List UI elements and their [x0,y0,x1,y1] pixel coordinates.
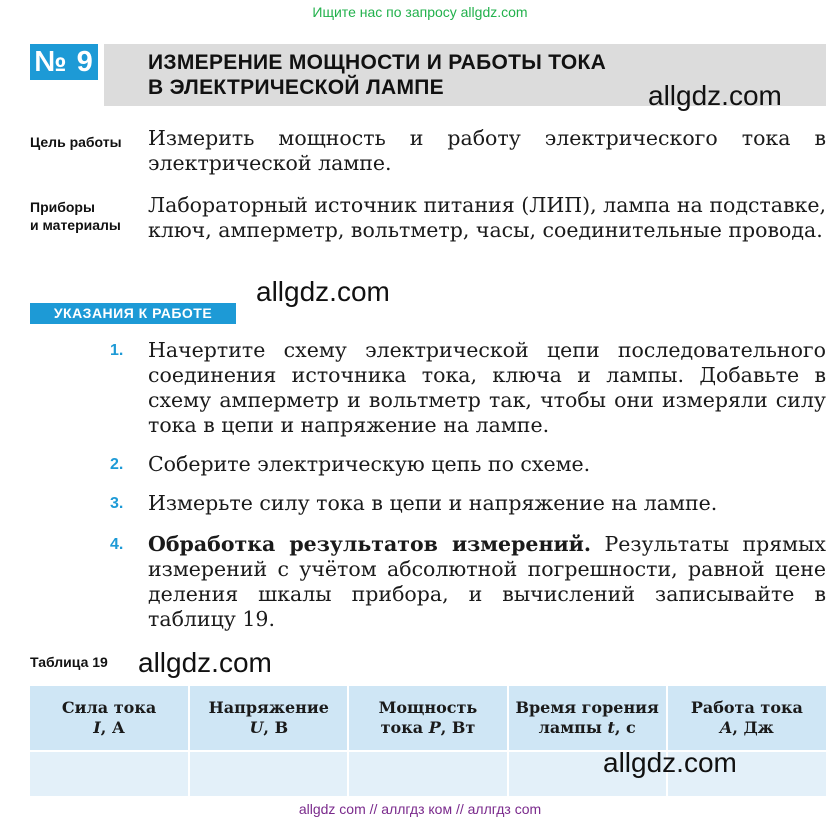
item-4-bold-lead: Обработка результатов измерений. [148,532,592,556]
item-number-3: 3. [110,495,124,512]
col-power-prefix: тока [380,718,429,737]
col-current-sub [34,718,184,738]
table-header-row [30,686,826,751]
col-work-title: Работа тока [690,698,803,717]
title-line-1: ИЗМЕРЕНИЕ МОЩНОСТИ И РАБОТЫ ТОКА [148,51,607,74]
table-label: Таблица 19 [30,654,108,670]
col-current-symbol: I [93,718,101,737]
col-power [348,686,507,751]
col-power-symbol: P [428,718,441,737]
top-search-hint[interactable]: Ищите нас по запросу allgdz.com [312,4,528,20]
col-time-prefix: лампы [538,718,608,737]
col-voltage-sub [194,718,343,738]
col-voltage-unit: , В [263,718,289,737]
goal-label: Цель работы [30,134,122,150]
item-number-4: 4. [110,536,124,553]
instruction-item-1: Начертите схему электрической цепи последовательного соединения источника тока, ключа и лампы. Добавьте в схему амперметр и вольтметр так, чтобы они измеряли силу тока в цепи и напряжение на лампе. [148,338,826,437]
instruction-item-4 [148,532,826,632]
footer-watermark: allgdz com // аллгдз ком // аллгдз com [298,801,542,817]
watermark: allgdz.com [256,276,390,307]
instruction-item-3: Измерьте силу тока в цепи и напряжение на лампе. [148,491,718,515]
work-number-badge: № 9 [30,44,98,80]
col-voltage-title: Напряжение [208,698,329,717]
col-time-symbol: t [607,718,615,737]
watermark: allgdz.com [138,647,272,678]
title-line-2: В ЭЛЕКТРИЧЕСКОЙ ЛАМПЕ [148,76,444,99]
col-time-unit: , с [614,718,636,737]
col-work-sub [672,718,822,738]
item-number-2: 2. [110,456,124,473]
instructions-title: УКАЗАНИЯ К РАБОТЕ [30,303,236,324]
equipment-text: Лабораторный источник питания (ЛИП), лампа на подставке, ключ, амперметр, вольтметр, часы, соединительные провода. [148,193,826,242]
col-voltage-symbol: U [249,718,264,737]
col-time [508,686,667,751]
col-current-unit: , А [100,718,125,737]
col-time-title: Время горения [515,698,659,717]
col-current [30,686,189,751]
item-4-text: Результаты прямых измерений с учётом абсолютной погрешности, равной цене деления шкалы прибора, и вычислений записывайте в таблицу 19. [148,532,826,631]
col-current-title: Сила тока [61,698,157,717]
col-work-unit: , Дж [732,718,774,737]
table-cell[interactable] [348,751,507,796]
equipment-label-line-2: и материалы [30,217,121,233]
item-number-1: 1. [110,342,124,359]
col-voltage [189,686,348,751]
table-cell[interactable] [30,751,189,796]
col-power-title: Мощность [378,698,478,717]
col-power-unit: , Вт [440,718,476,737]
watermark: allgdz.com [603,747,737,778]
table-cell[interactable] [189,751,348,796]
goal-text: Измерить мощность и работу электрического тока в электрической лампе. [148,126,826,175]
col-power-sub [353,718,502,738]
measurements-table [30,686,826,796]
instruction-item-2: Соберите электрическую цепь по схеме. [148,452,591,476]
equipment-label-line-1: Приборы [30,199,95,215]
equipment-label [30,198,121,234]
col-work [667,686,826,751]
col-time-sub [513,718,662,738]
col-work-symbol: A [719,718,733,737]
watermark: allgdz.com [648,80,782,111]
